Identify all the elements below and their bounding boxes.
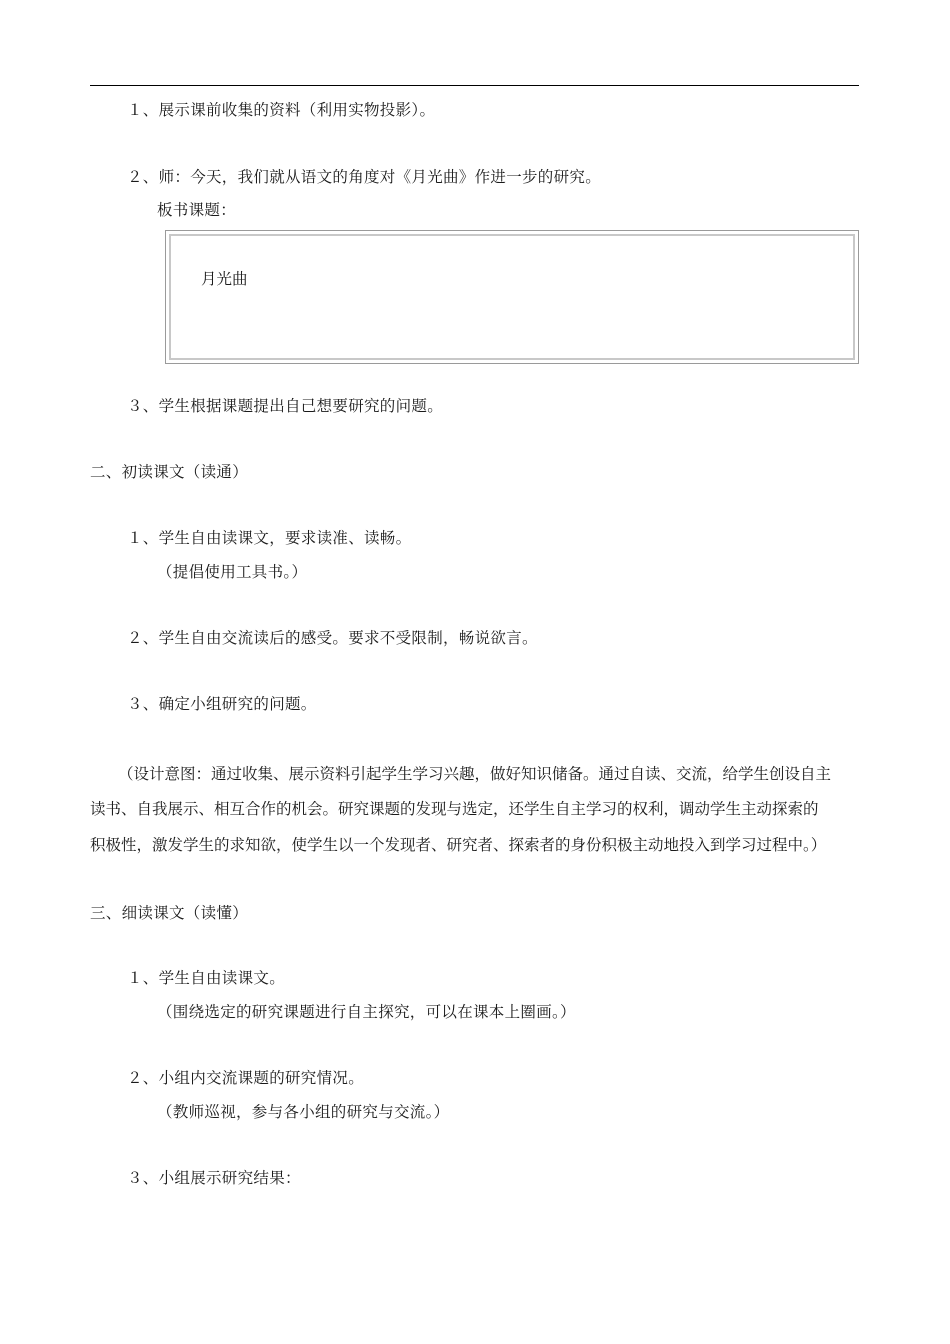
s1-item-3: ３、学生根据课题提出自己想要研究的问题。: [127, 397, 444, 415]
s2-item-2: ２、学生自由交流读后的感受。要求不受限制，畅说欲言。: [127, 629, 538, 647]
board-title: 月光曲: [201, 270, 248, 288]
s3-item-1-note: （围绕选定的研究课题进行自主探究，可以在课本上圈画。）: [157, 1003, 576, 1021]
board-title-box-inner: [169, 234, 855, 360]
s3-item-3: ３、小组展示研究结果：: [127, 1169, 301, 1187]
design-intent-line-2: 读书、自我展示、相互合作的机会。研究课题的发现与选定，还学生自主学习的权利，调动学生主动探索的: [90, 800, 819, 818]
section-3-heading: 三、细读课文（读懂）: [90, 904, 249, 922]
s3-item-2: ２、小组内交流课题的研究情况。: [127, 1069, 365, 1087]
s1-item-2: ２、师：今天，我们就从语文的角度对《月光曲》作进一步的研究。: [127, 168, 602, 186]
section-2-heading: 二、初读课文（读通）: [90, 463, 249, 481]
s3-item-2-note: （教师巡视，参与各小组的研究与交流。）: [157, 1103, 450, 1121]
design-intent-line-1: （设计意图：通过收集、展示资料引起学生学习兴趣，做好知识储备。通过自读、交流，给学生创设自主: [118, 765, 832, 783]
s2-item-1: １、学生自由读课文，要求读准、读畅。: [127, 529, 412, 547]
s2-item-3: ３、确定小组研究的问题。: [127, 695, 317, 713]
board-title-box: [165, 230, 859, 364]
s1-item-1: １、展示课前收集的资料（利用实物投影）。: [127, 101, 436, 119]
s3-item-1: １、学生自由读课文。: [127, 969, 286, 987]
design-intent-line-3: 积极性，激发学生的求知欲，使学生以一个发现者、研究者、探索者的身份积极主动地投入到学习过程中。）: [90, 836, 827, 854]
header-rule: [90, 85, 859, 86]
s2-item-1-note: （提倡使用工具书。）: [157, 563, 308, 581]
board-label: 板书课题：: [157, 201, 237, 219]
